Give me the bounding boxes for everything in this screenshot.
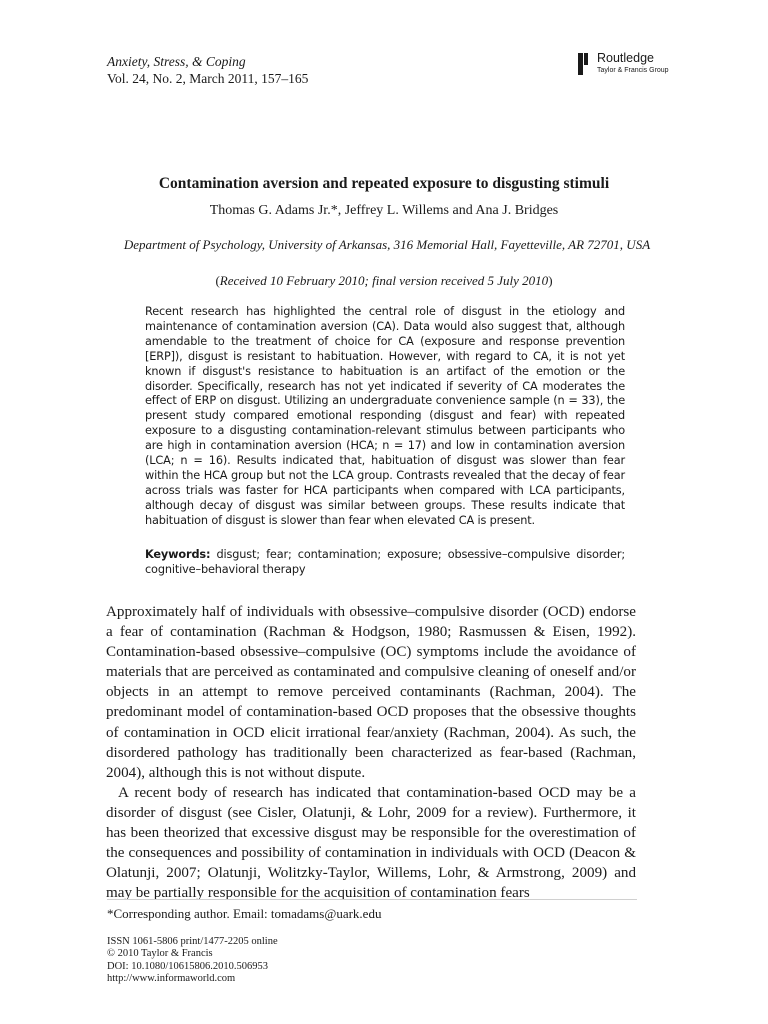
issn-block xyxy=(107,936,278,986)
website-line: http://www.informaworld.com xyxy=(107,973,236,985)
journal-header xyxy=(107,53,308,87)
received-text: Received 10 February 2010; final version received 5 July 2010 xyxy=(219,273,549,288)
publisher-subtitle: Taylor & Francis Group xyxy=(597,67,669,74)
journal-volume: Vol. 24, No. 2, March 2011, 157–165 xyxy=(107,71,309,86)
keywords-list: disgust; fear; contamination; exposure; obsessive–compulsive disorder; cognitive–behavioral therapy xyxy=(145,548,626,576)
article-authors: Thomas G. Adams Jr.*, Jeffrey L. Willems and Ana J. Bridges xyxy=(209,203,559,218)
body-text xyxy=(106,602,636,903)
abstract: Recent research has highlighted the central role of disgust in the etiology and maintenance of contamination aversion (CA). Data would also suggest that, although amendable to the treatment of choice for CA (exposure and response prevention [ERP]), disgust is resistant to habituation. However, with regard to CA, it is not yet known if disgust's resistance to habituation is an artifact of the emotion or the disorder. Specifically, research has not yet indicated if severity of CA moderates the effect of ERP on disgust. Utilizing an undergraduate convenience sample (n = 33), the present study compared emotional responding (disgust and fear) with repeated exposure to a disgusting contamination-relevant stimulus between participants who are high in contamination aversion (HCA; n = 17) and low in contamination aversion (LCA; n = 16). Results indicated that, habituation of disgust was slower than fear within the HCA group but not the LCA group. Contrasts revealed that the decay of fear across trials was faster for HCA participants when compared with LCA participants, although decay of disgust was similar between groups. These results indicate that habituation of disgust is slower than fear when elevated CA is present. xyxy=(145,305,625,527)
article-title: Contamination aversion and repeated exposure to disgusting stimuli xyxy=(158,175,610,192)
body-paragraph: A recent body of research has indicated that contamination-based OCD may be a disorder of disgust (see Cisler, Olatunji, & Lohr, 2009 for a review). Furthermore, it has been theorized that excessive disgust may be responsible for the overestimation of the consequences and possibility of contamination in individuals with OCD (Deacon & Olatunji, 2007; Olatunji, Wolitzky-Taylor, Willems, Lohr, & Armstrong, 2009) and may be partially responsible for the acquisition of contamination fears xyxy=(106,784,636,902)
body-paragraph: Approximately half of individuals with obsessive–compulsive disorder (OCD) endorse a fear of contamination (Rachman & Hodgson, 1980; Rasmussen & Eisen, 1992). Contamination-based obsessive–compulsive (OC) symptoms include the avoidance of materials that are perceived as contaminated and compulsive cleaning of oneself and/or objects in an attempt to remove perceived contaminants (Rachman, 2004). The predominant model of contamination-based OCD proposes that the obsessive thoughts of contamination in OCD elicit irrational fear/anxiety (Rachman, 2004). As such, the disordered pathology has traditionally been characterized as fear-based (Rachman, 2004), although this is not without dispute. xyxy=(106,604,636,781)
keywords-label: Keywords: xyxy=(145,548,211,561)
publisher-name: Routledge xyxy=(597,51,654,65)
footnote-divider xyxy=(107,899,637,900)
doi-line: DOI: 10.1080/10615806.2010.506953 xyxy=(107,960,268,972)
author-affiliation: Department of Psychology, University of Arkansas, 316 Memorial Hall, Fayetteville, AR 72701, USA xyxy=(123,237,651,252)
copyright-line: © 2010 Taylor & Francis xyxy=(107,948,213,960)
journal-name: Anxiety, Stress, & Coping xyxy=(107,54,246,69)
keywords xyxy=(145,548,625,577)
publisher-logo xyxy=(578,52,669,76)
received-dates: (Received 10 February 2010; final version received 5 July 2010) xyxy=(215,273,553,288)
routledge-logo-icon xyxy=(578,53,592,75)
corresponding-author-footnote: *Corresponding author. Email: tomadams@uark.edu xyxy=(107,906,382,921)
issn-line: ISSN 1061-5806 print/1477-2205 online xyxy=(107,936,278,947)
